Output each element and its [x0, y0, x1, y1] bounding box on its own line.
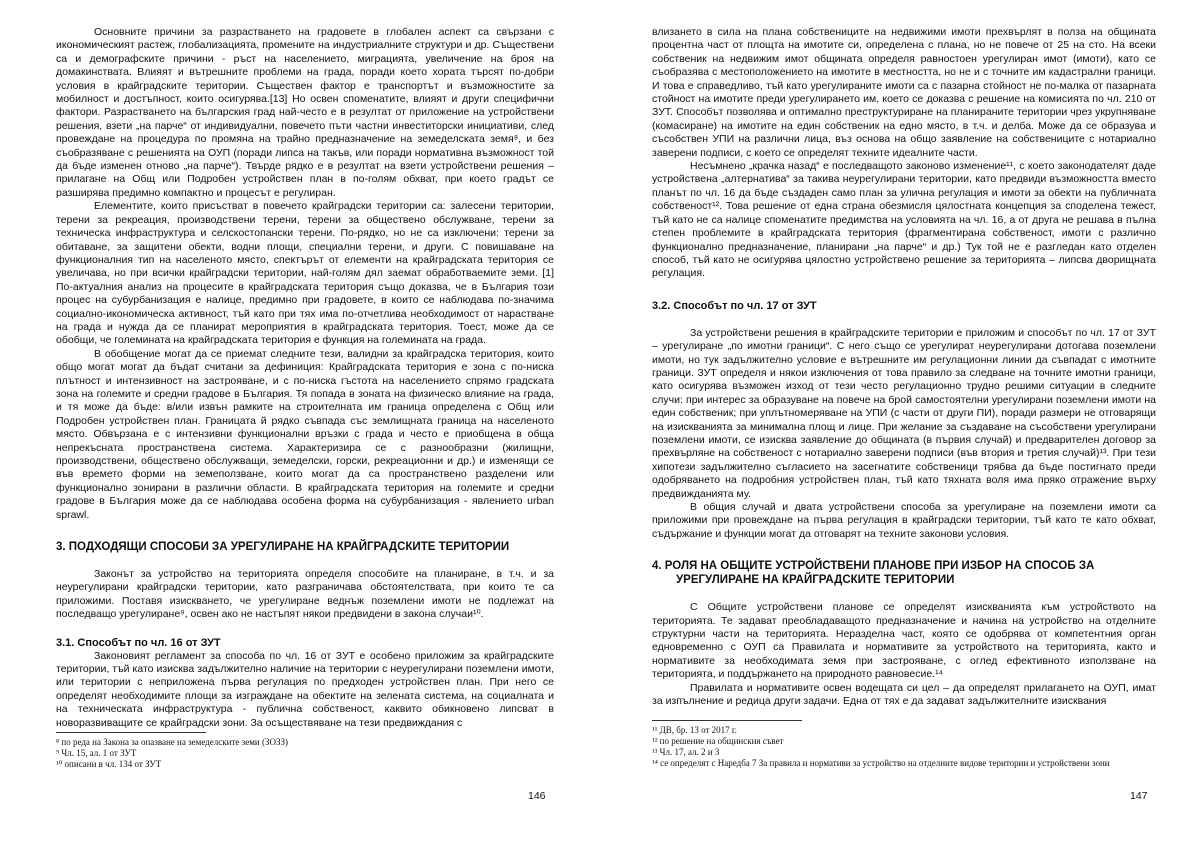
footnote-rule — [56, 732, 206, 733]
paragraph: В обобщение могат да се приемат следните тези, валидни за крайградска територия, които общо могат могат да бъдат считани за дефиниция: Крайградската територия е зона с по-ниска плътност и интензивност на застрояване, и с по-ниска гъстота на населението спрямо градската зона на големите и средни градове в България. Тя попада в зоната на физическо влияние на града, и тя може да бъде: в/или извън рамките на строителната им граница определена с Общ или Подробен устройствен план. Границата й рядко съвпада със землищната граница на населеното място. Обвързана е с интензивни функционални връзки с града и често е приобщена в обща непрекъсната пространствена система. Характеризира се с разнообразни (жилищни, производствени, обществено обслужващи, земеделски, горски, рекреационни и др.) и изменящи се във времето форми на земеползване, които могат да са пространствено разделени или функционално зонирани в различни области. В крайградската територия на големите и средни градове в България може да се наблюдава особена форма на субурбанизация - явлението urban sprawl. — [56, 347, 554, 521]
footnote: ⁸ по реда на Закона за опазване на земеделските земи (ЗОЗЗ) — [56, 737, 288, 747]
page-number: 146 — [528, 790, 546, 802]
paragraph: В общия случай и двата устройствени способа за урегулиране на поземлени имоти са приложими при провеждане на първа регулация в крайградски територии, тъй като те като обхват, съдържание и функции могат да отговарят на техните законови условия. — [652, 501, 1156, 540]
paragraph: За устройствени решения в крайградските територии е приложим и способът по чл. 17 от ЗУТ – урегулиране „по имотни граници“. С него също се урегулират неурегулирани дотогава поземлени имоти, но тук задължително условие е вътрешните им регулационни линии да съвпадат с имотните граници. ЗУТ определя и някои изключения от това правило за следване на точните имотни граници, като осигурява възможен изход от тези често регулационно трудно решими ситуации в следните случи: при интерес за образуване на повече на брой самостоятелни урегулирани поземлени имоти на един собственик; при уплътномеряване на УПИ (с части от други ПИ), поради размери не отговарящи на изискванията за минимална площ и лице. При желание за създаване на съсобствени урегулирани поземлени имоти, се изисква заявление до общината (в първия случай) и предварителен договор за прехвърляне на собственост с нотариално заверени подписи (във втория и третия случай)¹³. При тези хипотези задължително съгласието на засегнатите собственици трябва да бъде постигнато преди одобряването на подробния устройствен план, тъй като тяхната воля има пряко отражение върху предвижданията му. — [652, 326, 1156, 500]
footnote: ⁹ Чл. 15, ал. 1 от ЗУТ — [56, 748, 137, 758]
footnote: ¹⁰ описани в чл. 134 от ЗУТ — [56, 759, 162, 769]
paragraph: влизането в сила на плана собствениците на недвижими имоти прехвърлят в полза на общината процентна част от площта на имотите си, определена с плана, но не повече от 25 на сто. На всеки собственик на недвижим имот общината определя равностоен урегулиран имот (имоти), като се съобразява с местоположението на имотите в местността, но не и с точните им кадастрални граници. И това е справедливо, тъй като урегулираните имоти са с пазарна стойност не по-малка от пазарната стойност на имотите преди урегулирането им, което се доказва с решение на комисията по чл. 210 от ЗУТ. Способът позволява и оптимално преструктуриране на планираните територии чрез укрупняване (комасиране) на имотите на един собственик на едно място, в т.ч. и делба. Може да се образува и съсобствен УПИ на различни лица, въз основа на общо заявление на собствениците с нотариално заверени подписи, с което се определят техните идеалните части. — [652, 26, 1156, 159]
section-heading: 3. ПОДХОДЯЩИ СПОСОБИ ЗА УРЕГУЛИРАНЕ НА КРАЙГРАДСКИТЕ ТЕРИТОРИИ — [56, 541, 510, 554]
paragraph: С Общите устройствени планове се определят изискванията към устройството на територията. Те задават преобладаващото предназначение и начина на устройство на отделните структурни части на територията. Неразделна част, която се одобрява от компетентния орган едновременно с ОУП са Правилата и нормативите за устройството на територията, както и нормативите за необходимата земя при застрояване, с оглед ефективното използване на територията, и поддържането на природното равновесие.¹⁴ — [652, 601, 1156, 681]
subsection-heading: 3.2. Способът по чл. 17 от ЗУТ — [652, 299, 817, 312]
right-page — [600, 0, 1200, 849]
footnote-rule — [652, 720, 802, 721]
footnote: ¹² по решение на общинския съвет — [652, 736, 784, 746]
paragraph: Несъмнено „крачка назад“ е последващото законово изменение¹¹, с което законодателят даде устройствена „алтернатива“ за такива неурегулирани територии, като предвиди възможността вместо планът по чл. 16 да бъде създаден само план за улична регулация и имоти за обекти на публичната собственост¹². Това решение от една страна обезмисля цялостната концепция за споделена тежест, тъй като не са налице споменатите предимства на условията на чл. 16, а от друга не решава в пълна степен проблемите в крайградската територия (фрагментирана собственост, имоти с различно функционално предназначение, планирани „на парче“ и др.) Тук той не е разгледан като отделен способ, тъй като не осигурява цялостно устройствено решение за територията – липсва дворищната регулация. — [652, 160, 1156, 280]
subsection-heading: 3.1. Способът по чл. 16 от ЗУТ — [56, 636, 221, 649]
paragraph: Елементите, които присъстват в повечето крайградски територии са: залесени територии, терени за рекреация, производствени терени, терени за обществено обслужване, терени за техническа инфраструктура и селскостопански терени. По-рядко, но не са изключени: терени за обитаване, за защитени обекти, водни площи, специални терени, и други. С повишаване на функционалния тип на населеното място, спектърът от елементи на крайградската територия се увеличава, но при всички крайградски територии, най-голям дял заемат обработваемите земи. [1] По-актуалния анализ на процесите в крайградската територия също доказва, че в България този процес на субурбанизация е налице, предимно при градовете, в които се наблюдава по-значима социално-икономическа активност, тъй като при тях има по-отчетлива необходимост от нарастване на града и нужда да се планират мероприятия в крайградската територия. Тоест, може да се обобщи, че големината на крайградската територия е функция на големината на града. — [56, 200, 554, 347]
section-heading: 4. РОЛЯ НА ОБЩИТЕ УСТРОЙСТВЕНИ ПЛАНОВЕ ПРИ ИЗБОР НА СПОСОБ ЗА УРЕГУЛИРАНЕ НА КРАЙГРАДСКИТЕ ТЕРИТОРИИ — [652, 560, 1095, 587]
footnote: ¹³ Чл. 17, ал. 2 и 3 — [652, 747, 720, 757]
paragraph: Законовият регламент за способа по чл. 16 от ЗУТ е особено приложим за крайградските територии, тъй като изисква задължително наличие на територии с неурегулирани поземлени имоти, или територии с неприложена първа регулация по предходен устройствен план. При него се определят необходимите площи за изграждане на обектите на зелената система, на социалната и на техническата инфраструктура - публична собственост, каквито обикновено липсват в новоразвиващите се крайградски зони. За осъществяване на тези предвиждания с — [56, 649, 554, 729]
footnotes — [56, 732, 554, 770]
footnote: ¹⁴ се определят с Наредба 7 За правила и нормативи за устройство на отделните видове територии и устройствени зони — [652, 758, 1110, 768]
page-number: 147 — [1130, 790, 1148, 802]
paragraph: Законът за устройство на територията определя способите на планиране, в т.ч. и за неурегулирани крайградски територии, като разграничава обстоятелствата, при които те са приложими. Поставя изискването, че урегулиране веднъж поземлени имоти не подлежат на последващо урегулиране⁹, освен ако не настъпят някои предвидени в закона случаи¹⁰. — [56, 568, 554, 621]
paragraph: Основните причини за разрастването на градовете в глобален аспект са свързани с икономическият растеж, глобализацията, промените на индустриалните структури и др. Съществени са и демографските причини - ръст на населението, миграцията, увеличение на броя на домакинствата. Влияят и вътрешните проблеми на града, поради което хората търсят по-добри условия в крайградските територии. Съществен фактор е транспортът и възможностите за мобилност и достъпност, които осигурява.[13] Но освен споменатите, влияят и други специфични фактори. Разрастването на българския град най-често е в резултат от приложение на устройствени решения, взети „на парче“ от индивидуални, повечето пъти частни инвеститорски инициативи, след провеждане на процедура по промяна на трайно предназначение на земеделската земя⁸, и без съобразяване с решенията на ОУП (поради липса на такъв, или поради нормативна възможност той да бъде изменен отново „на парче“). Твърде рядко е в резултат на взети устройствени решения – прилагане на Общ или Подробен устройствен план в по-голям обхват, при което градът се разширява предимно компактно и процесът е регулиран. — [56, 26, 554, 199]
paragraph: Правилата и нормативите освен водещата си цел – да определят прилагането на ОУП, имат за изпълнение и редица други задачи. Една от тях е да задават задължителните изисквания — [652, 681, 1156, 708]
footnote: ¹¹ ДВ, бр. 13 от 2017 г. — [652, 725, 737, 735]
footnotes — [652, 720, 1156, 769]
